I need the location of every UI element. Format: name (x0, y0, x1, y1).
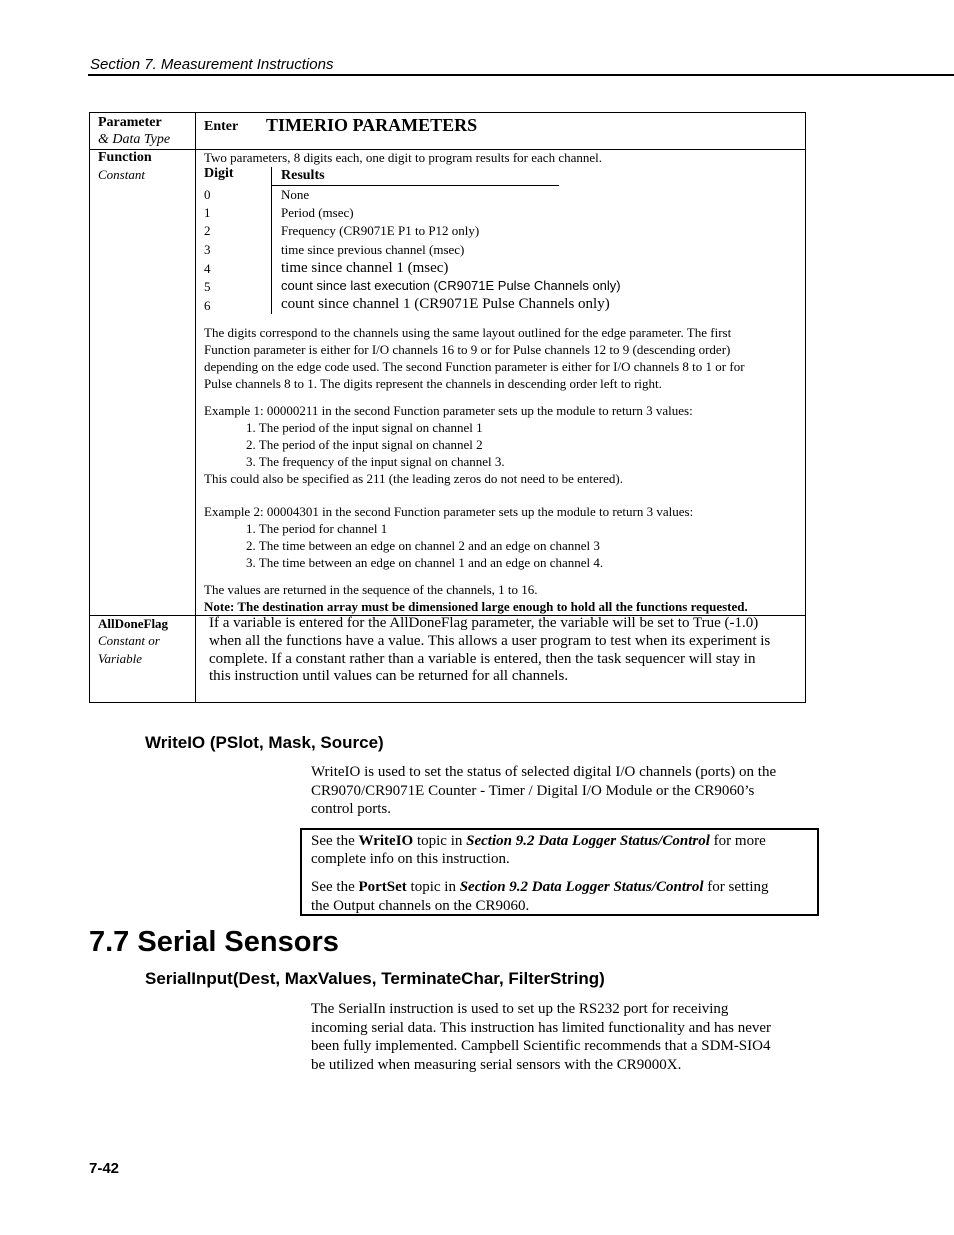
result-6: count since channel 1 (CR9071E Pulse Channels only) (281, 296, 610, 312)
digit-column-divider (271, 167, 272, 314)
serialinput-line: be utilized when measuring serial sensors with the CR9000X. (311, 1056, 682, 1073)
note-writeio-line (311, 833, 766, 850)
example1-note: This could also be specified as 211 (the leading zeros do not need to be entered). (204, 471, 623, 486)
function-param-name: Function (98, 150, 152, 165)
function-intro: Two parameters, 8 digits each, one digit to program results for each channel. (204, 150, 602, 165)
digit-0: 0 (204, 187, 211, 202)
header-rule (88, 74, 954, 76)
serialinput-line: been fully implemented. Campbell Scientific recommends that a SDM-SIO4 (311, 1038, 771, 1054)
writeio-heading: WriteIO (PSlot, Mask, Source) (145, 733, 384, 752)
note-portset-line (311, 879, 769, 896)
sequence-note: The values are returned in the sequence of the channels, 1 to 16. (204, 582, 538, 597)
table-title: TIMERIO PARAMETERS (266, 115, 478, 135)
note-text: See the (311, 879, 359, 895)
example2-item: 3. The time between an edge on channel 1 and an edge on channel 4. (246, 555, 604, 570)
writeio-line: control ports. (311, 801, 391, 817)
alldoneflag-desc-line: when all the functions have a value. This allows a user program to test when its experiment is (209, 633, 771, 649)
table-column-divider (195, 113, 196, 702)
digit-5: 5 (204, 279, 211, 294)
layout-line-3: depending on the edge code used. The second Function parameter is either for I/O channels 8 to 1 or for (204, 359, 745, 374)
results-header: Results (281, 168, 325, 183)
note-text: topic in (413, 833, 467, 849)
writeio-line: WriteIO is used to set the status of selected digital I/O channels (ports) on the (311, 764, 777, 780)
array-size-note: Note: The destination array must be dimensioned large enough to hold all the functions requested. (204, 599, 748, 614)
note-text: for setting (703, 879, 769, 895)
digit-3: 3 (204, 242, 211, 257)
layout-line-2: Function parameter is either for I/O channels 16 to 9 or for Pulse channels 12 to 9 (descending order) (204, 342, 731, 357)
results-header-underline (272, 185, 559, 186)
note-text: topic in (406, 879, 460, 895)
note-writeio-line2: complete info on this instruction. (311, 851, 510, 867)
writeio-note-box (300, 828, 819, 916)
digit-header: Digit (204, 166, 234, 181)
alldoneflag-desc-line: If a variable is entered for the AllDoneFlag parameter, the variable will be set to True (-1.0) (209, 615, 759, 631)
note-section-ref: Section 9.2 Data Logger Status/Control (459, 879, 704, 895)
result-2: Frequency (CR9071E P1 to P12 only) (281, 223, 480, 238)
example1-item: 2. The period of the input signal on channel 2 (246, 437, 483, 452)
layout-line-4: Pulse channels 8 to 1. The digits represent the channels in descending order left to right. (204, 376, 662, 391)
note-text: for more (709, 833, 766, 849)
example1-intro: Example 1: 00000211 in the second Function parameter sets up the module to return 3 values: (204, 403, 693, 418)
alldoneflag-param-name: AllDoneFlag (98, 616, 169, 631)
result-0: None (281, 187, 310, 202)
note-portset-line2: the Output channels on the CR9060. (311, 898, 530, 914)
example2-item: 1. The period for channel 1 (246, 521, 388, 536)
alldoneflag-type-line: Variable (98, 651, 143, 666)
result-5: count since last execution (CR9071E Pulse Channels only) (281, 278, 621, 293)
example1-item: 1. The period of the input signal on channel 1 (246, 420, 483, 435)
result-4: time since channel 1 (msec) (281, 260, 449, 276)
example2-item: 2. The time between an edge on channel 2 and an edge on channel 3 (246, 538, 600, 553)
example2-intro: Example 2: 00004301 in the second Function parameter sets up the module to return 3 values: (204, 504, 694, 519)
note-keyword: PortSet (358, 879, 407, 895)
timerio-parameter-table (89, 112, 806, 703)
result-3: time since previous channel (msec) (281, 242, 465, 257)
note-section-ref: Section 9.2 Data Logger Status/Control (466, 833, 710, 849)
alldoneflag-desc-line: complete. If a constant rather than a variable is entered, then the task sequencer will stay in (209, 651, 756, 667)
digit-2: 2 (204, 223, 211, 238)
digit-4: 4 (204, 261, 211, 276)
section-heading: 7.7 Serial Sensors (89, 926, 339, 958)
parameter-label: Parameter (98, 115, 162, 130)
writeio-description (311, 763, 806, 819)
note-keyword: WriteIO (358, 833, 414, 849)
layout-line-1: The digits correspond to the channels using the same layout outlined for the edge parameter. The first (204, 325, 732, 340)
serialinput-line: The SerialIn instruction is used to set up the RS232 port for receiving (311, 1001, 729, 1017)
writeio-line: CR9070/CR9071E Counter - Timer / Digital I/O Module or the CR9060’s (311, 782, 755, 799)
alldoneflag-desc-line: this instruction until values can be returned for all channels. (209, 668, 569, 684)
alldoneflag-type-line: Constant or (98, 633, 160, 648)
example1-item: 3. The frequency of the input signal on channel 3. (246, 454, 505, 469)
running-header: Section 7. Measurement Instructions (90, 56, 334, 73)
serialinput-heading: SerialInput(Dest, MaxValues, TerminateChar, FilterString) (145, 969, 605, 988)
note-text: See the (311, 833, 359, 849)
serialinput-line: incoming serial data. This instruction has limited functionality and has never (311, 1019, 772, 1036)
digit-1: 1 (204, 205, 211, 220)
function-param-type: Constant (98, 167, 145, 182)
serialinput-description (311, 1000, 806, 1074)
result-1: Period (msec) (281, 205, 354, 220)
page-number: 7-42 (89, 1160, 120, 1177)
data-type-label: & Data Type (98, 132, 171, 147)
enter-label: Enter (204, 119, 239, 134)
digit-6: 6 (204, 298, 211, 313)
